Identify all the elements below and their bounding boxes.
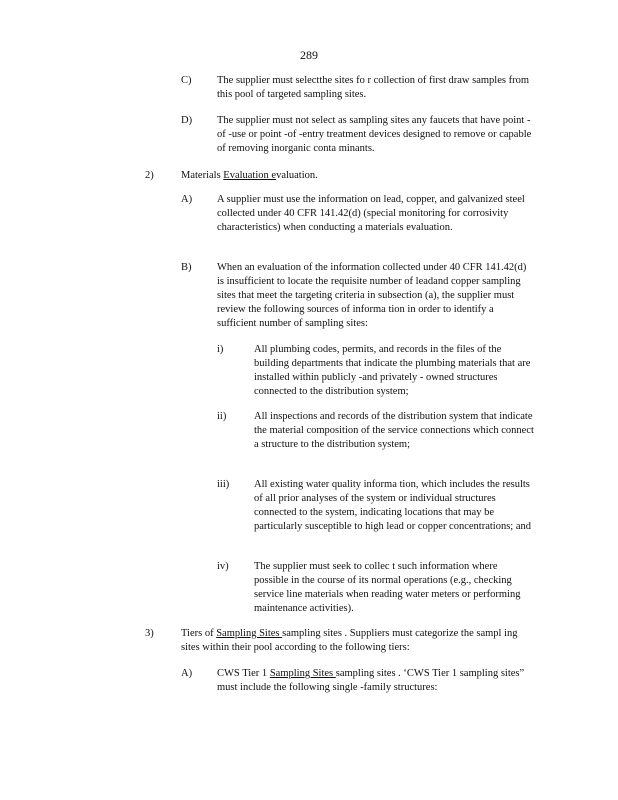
page-number: 289 — [300, 48, 318, 62]
section-heading-2 — [181, 169, 541, 183]
item-label-a: A) — [181, 194, 193, 205]
section-label-2: 2) — [145, 170, 154, 181]
subitem-text-ii: All inspections and records of the distribution system that indicate the material composition of the service connections which connect a structure to the distribution system; — [254, 411, 534, 450]
subitem-label-i: i) — [217, 344, 224, 355]
inserted-text: Evaluation e — [223, 170, 277, 181]
subitem-text-i: All plumbing codes, permits, and records in the files of the building departments that indicate the plumbing materials that are installed within publicly -and privately - owned structures connected to the distribution system; — [254, 344, 531, 397]
item-text-d: The supplier must not select as sampling sites any faucets that have point -of -use or point -of -entry treatment devices designed to remove or capable of removing inorganic conta minants. — [217, 115, 532, 154]
subitem-text-iv: The supplier must seek to collec t such information where possible in the course of its normal operations (e.g., checking service line materials when reading water meters or performing maintenance activities). — [254, 561, 521, 614]
section-text-end: sampling sites . Suppliers must categorize the sampl ing sites within their pool according to the following tiers: — [181, 628, 518, 653]
tier-text-end: sampling sites . ‘CWS Tier 1 sampling sites” must include the following single -family structures: — [217, 668, 525, 693]
item-text-b: When an evaluation of the information collected under 40 CFR 141.42(d) is insufficient to locate the requisite number of leadand copper sampling sites that meet the targeting criteria in subsection (a), the supplier must review the following sources of informa tion in order to identify a sufficient number of sampling sites: — [217, 262, 527, 329]
tier-text-start: CWS Tier 1 — [217, 668, 270, 679]
section-text-start: Tiers of — [181, 628, 217, 639]
item-label-b: B) — [181, 262, 192, 273]
item-text-a-tier — [217, 667, 537, 695]
subitem-label-ii: ii) — [217, 411, 227, 422]
subitem-label-iv: iv) — [217, 561, 229, 572]
inserted-text: Sampling Sites — [216, 628, 283, 639]
section-label-3: 3) — [145, 628, 154, 639]
item-label-c: C) — [181, 75, 192, 86]
item-label-d: D) — [181, 115, 193, 126]
item-text-a: A supplier must use the information on lead, copper, and galvanized steel collected under 40 CFR 141.42(d) (special monitoring for corrosivity characteristics) when conducting a materials evaluation. — [217, 194, 525, 233]
section-text-3 — [181, 627, 538, 655]
item-label-a-tier: A) — [181, 668, 193, 679]
item-text-c: The supplier must selectthe sites fo r collection of first draw samples from this pool of targeted sampling sites. — [217, 75, 530, 100]
subitem-label-iii: iii) — [217, 479, 230, 490]
heading-text: Materials — [181, 170, 224, 181]
heading-text-end: valuation. — [276, 170, 318, 181]
subitem-text-iii: All existing water quality informa tion, which includes the results of all prior analyses of the system or individual structures connected to the system, indicating locations that may be particularly susceptible to high lead or copper concentrations; and — [254, 479, 531, 532]
inserted-text: Sampling Sites — [269, 668, 336, 679]
